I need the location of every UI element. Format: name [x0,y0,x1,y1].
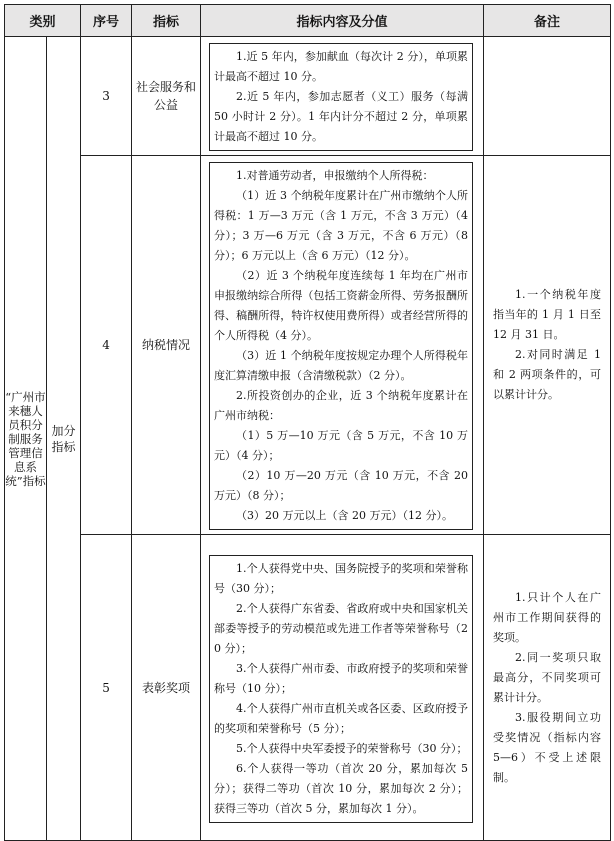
content-paragraph: （1）5 万—10 万元（含 5 万元，不含 10 万元）（4 分）； [214,429,469,462]
row-indicator: 社会服务和公益 [132,37,201,156]
indicator-table [4,4,611,841]
table-row [5,37,611,156]
content-paragraph: （2）近 3 个纳税年度连续每 1 年均在广州市申报缴纳综合所得（包括工资薪金所得、劳务报酬所得、稿酬所得，特许权使用费所得）或者经营所得的个人所得税（4 分）。 [214,269,469,342]
remark-paragraph: 2.同一奖项只取最高分，不同奖项可累计计分。 [493,650,602,704]
category-system: “广州市来穗人员积分制服务管理信息系统”指标 [5,37,47,841]
content-paragraph: 2.所投资创办的企业，近 3 个纳税年度累计在广州市纳税： [214,389,469,422]
row-seq: 5 [81,535,132,841]
row-seq: 4 [81,156,132,535]
content-box [209,162,473,530]
content-box [209,43,473,151]
row-indicator: 表彰奖项 [132,535,201,841]
row-content [201,37,484,156]
content-paragraph: （3）近 1 个纳税年度按规定办理个人所得税年度汇算清缴申报（含清缴税款）（2 分）。 [214,349,469,382]
row-content [201,156,484,535]
table-row [5,535,611,841]
content-paragraph: （2）10 万—20 万元（含 10 万元，不含 20 万元）（8 分）； [214,469,469,502]
header-indicator: 指标 [132,5,201,37]
row-content [201,535,484,841]
content-paragraph: （1）近 3 个纳税年度累计在广州市缴纳个人所得税：1 万—3 万元（含 1 万元，不含 3 万元）（4 分）；3 万—6 万元（含 3 万元，不含 6 万元）（8 分）；6 万元以上（含 6 万元）（12 分）。 [214,189,469,262]
remark-paragraph: 2.对同时满足 1 和 2 两项条件的，可以累计计分。 [493,348,602,401]
row-remark [484,37,611,156]
row-indicator: 纳税情况 [132,156,201,535]
content-box [209,555,473,823]
row-seq: 3 [81,37,132,156]
content-paragraph: 1.个人获得党中央、国务院授予的奖项和荣誉称号（30 分）； [214,561,469,595]
content-paragraph: （3）20 万元以上（含 20 万元）（12 分）。 [236,509,453,522]
remark-paragraph: 3.服役期间立功受奖情况（指标内容 5—6）不受上述限制。 [493,710,602,784]
content-paragraph: 1.近 5 年内，参加献血（每次计 2 分），单项累计最高不超过 10 分。 [214,50,469,83]
table-row [5,156,611,535]
header-category: 类别 [5,5,81,37]
header-row [5,5,611,37]
header-seq: 序号 [81,5,132,37]
remark-paragraph: 1.只计个人在广州市工作期间获得的奖项。 [493,590,602,644]
content-paragraph: 2.个人获得广东省委、省政府或中央和国家机关部委等授予的劳动模范或先进工作者等荣誉称号（20 分）； [214,601,469,655]
row-remark [484,535,611,841]
content-paragraph: 5.个人获得中央军委授予的荣誉称号（30 分）； [236,741,468,755]
header-remark: 备注 [484,5,611,37]
content-paragraph: 3.个人获得广州市委、市政府授予的奖项和荣誉称号（10 分）； [214,661,469,695]
content-paragraph: 4.个人获得广州市直机关或各区委、区政府授予的奖项和荣誉称号（5 分）； [214,701,469,735]
content-paragraph: 6.个人获得一等功（首次 20 分，累加每次 5 分）；获得二等功（首次 10 分，累加每次 2 分）；获得三等功（首次 5 分，累加每次 1 分）。 [214,761,469,815]
category-sub: 加分指标 [47,37,81,841]
header-content: 指标内容及分值 [201,5,484,37]
content-paragraph: 2.近 5 年内，参加志愿者（义工）服务（每满 50 小时计 2 分）。1 年内计分不超过 2 分，单项累计最高不超过 10 分。 [214,90,469,143]
row-remark [484,156,611,535]
content-paragraph: 1.对普通劳动者，申报缴纳个人所得税： [236,169,434,182]
remark-paragraph: 1.一个纳税年度指当年的 1 月 1 日至 12 月 31 日。 [493,288,602,341]
